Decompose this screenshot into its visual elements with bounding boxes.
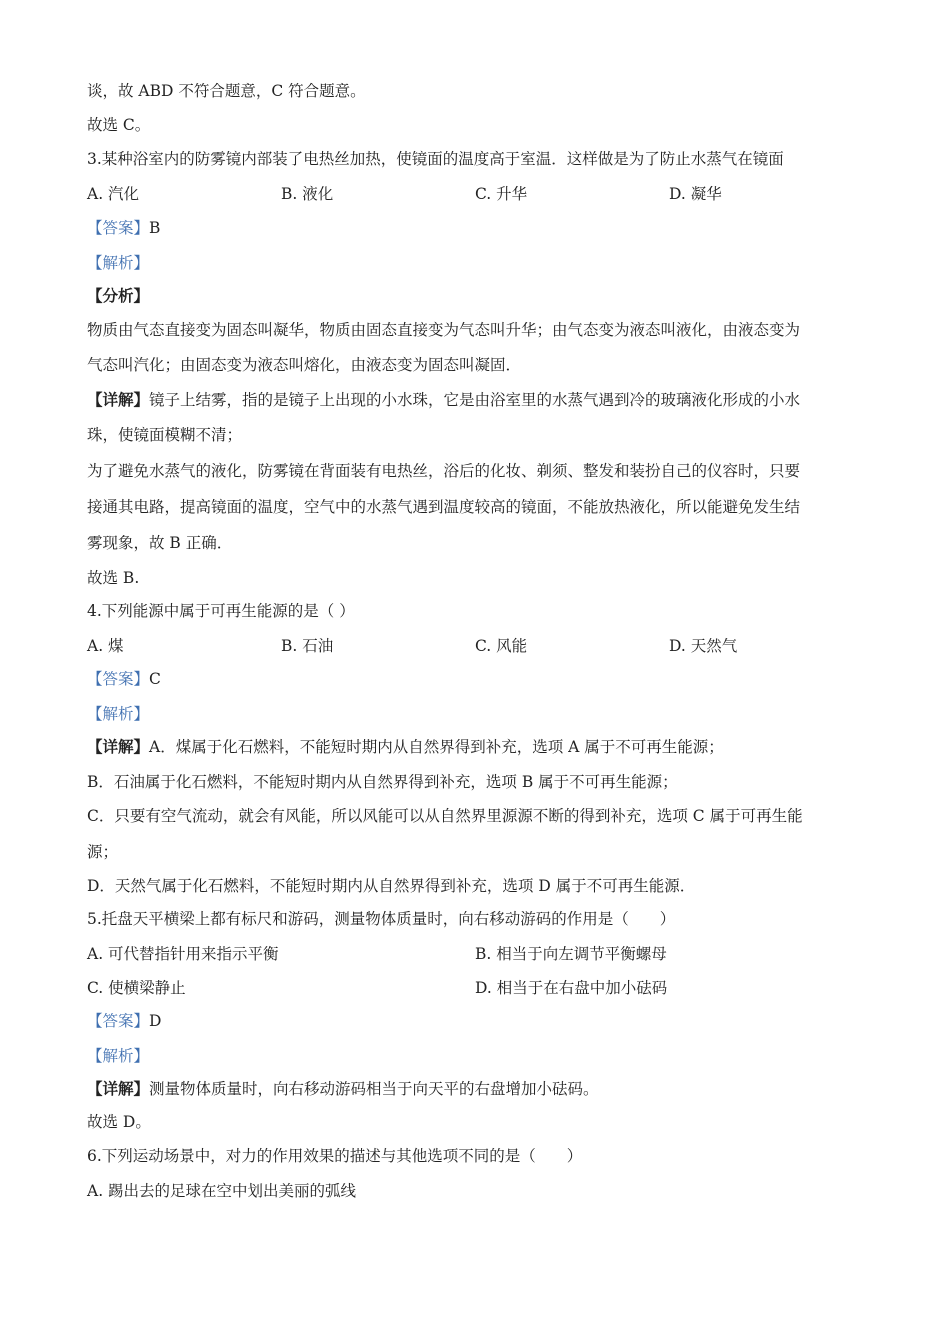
text-line: 雾现象，故 B 正确． [87, 534, 233, 552]
answer-tag: 【答案】 [87, 670, 150, 688]
text-line: 物质由气态直接变为固态叫凝华，物质由固态直接变为气态叫升华；由气态变为液态叫液化，由液态变为 [87, 321, 801, 339]
text-line: 谈，故 ABD 不符合题意，C 符合题意。 [87, 82, 366, 100]
text-line: 为了避免水蒸气的液化，防雾镜在背面装有电热丝，浴后的化妆、剃须、整发和装扮自己的仪容时，只要 [87, 462, 801, 480]
detail-tag: 【详解】 [87, 390, 150, 409]
q5-option-c: C. 使横梁静止 [87, 979, 186, 997]
q5-option-a: A. 可代替指针用来指示平衡 [87, 945, 279, 963]
answer-value: C [149, 670, 161, 688]
answer-value: D [149, 1012, 162, 1030]
text-line: 接通其电路，提高镜面的温度，空气中的水蒸气遇到温度较高的镜面，不能放热液化，所以能避免发生结 [87, 498, 801, 516]
text-line: 珠，使镜面模糊不清； [87, 426, 243, 444]
q4-option-b: B. 石油 [281, 637, 334, 655]
detail-text: 测量物体质量时，向右移动游码相当于向天平的右盘增加小砝码。 [149, 1080, 599, 1098]
q5-answer [87, 1011, 161, 1031]
text-line: 故选 B. [87, 569, 140, 587]
detail-tag: 【详解】 [87, 1079, 150, 1098]
analysis-tag: 【解析】 [87, 705, 150, 723]
q5-option-d: D. 相当于在右盘中加小砝码 [475, 979, 668, 997]
q3-option-d: D. 凝华 [669, 185, 722, 203]
q4-option-d: D. 天然气 [669, 637, 738, 655]
text-line: 故选 C。 [87, 116, 151, 134]
q3-answer [87, 218, 160, 238]
q4-option-a: A. 煤 [87, 637, 124, 655]
analysis-tag: 【解析】 [87, 254, 150, 272]
q4-answer [87, 669, 161, 689]
fenxi-tag: 【分析】 [87, 286, 150, 305]
detail-text: 镜子上结雾，指的是镜子上出现的小水珠，它是由浴室里的水蒸气遇到冷的玻璃液化形成的小水 [149, 391, 801, 409]
question-4: 4.下列能源中属于可再生能源的是（ ） [87, 602, 355, 620]
detail-tag: 【详解】 [87, 737, 150, 756]
answer-tag: 【答案】 [87, 1012, 150, 1030]
answer-value: B [149, 219, 161, 237]
text-line: D．天然气属于化石燃料，不能短时期内从自然界得到补充，选项 D 属于不可再生能源． [87, 877, 696, 895]
analysis-tag: 【解析】 [87, 1047, 150, 1065]
q6-option-a: A. 踢出去的足球在空中划出美丽的弧线 [87, 1182, 357, 1200]
q3-detail [87, 390, 800, 410]
text-line: B．石油属于化石燃料，不能短时期内从自然界得到补充，选项 B 属于不可再生能源； [87, 773, 678, 791]
q5-detail [87, 1079, 599, 1099]
q4-detail [87, 737, 724, 757]
question-6: 6.下列运动场景中，对力的作用效果的描述与其他选项不同的是（ ） [87, 1147, 583, 1165]
q3-option-c: C. 升华 [475, 185, 528, 203]
q3-option-b: B. 液化 [281, 185, 334, 203]
q4-option-c: C. 风能 [475, 637, 528, 655]
answer-tag: 【答案】 [87, 219, 150, 237]
text-line: 故选 D。 [87, 1113, 151, 1131]
text-line: C．只要有空气流动，就会有风能，所以风能可以从自然界里源源不断的得到补充，选项 C 属于可再生能 [87, 807, 803, 825]
q5-option-b: B. 相当于向左调节平衡螺母 [475, 945, 667, 963]
text-line: 气态叫汽化；由固态变为液态叫熔化，由液态变为固态叫凝固． [87, 356, 522, 374]
question-3: 3.某种浴室内的防雾镜内部装了电热丝加热，使镜面的温度高于室温．这样做是为了防止水蒸气在镜面 [87, 150, 784, 168]
question-5: 5.托盘天平横梁上都有标尺和游码，测量物体质量时，向右移动游码的作用是（ ） [87, 910, 676, 928]
q3-option-a: A. 汽化 [87, 185, 140, 203]
detail-text: A．煤属于化石燃料，不能短时期内从自然界得到补充，选项 A 属于不可再生能源； [149, 738, 724, 756]
text-line: 源； [87, 843, 119, 861]
